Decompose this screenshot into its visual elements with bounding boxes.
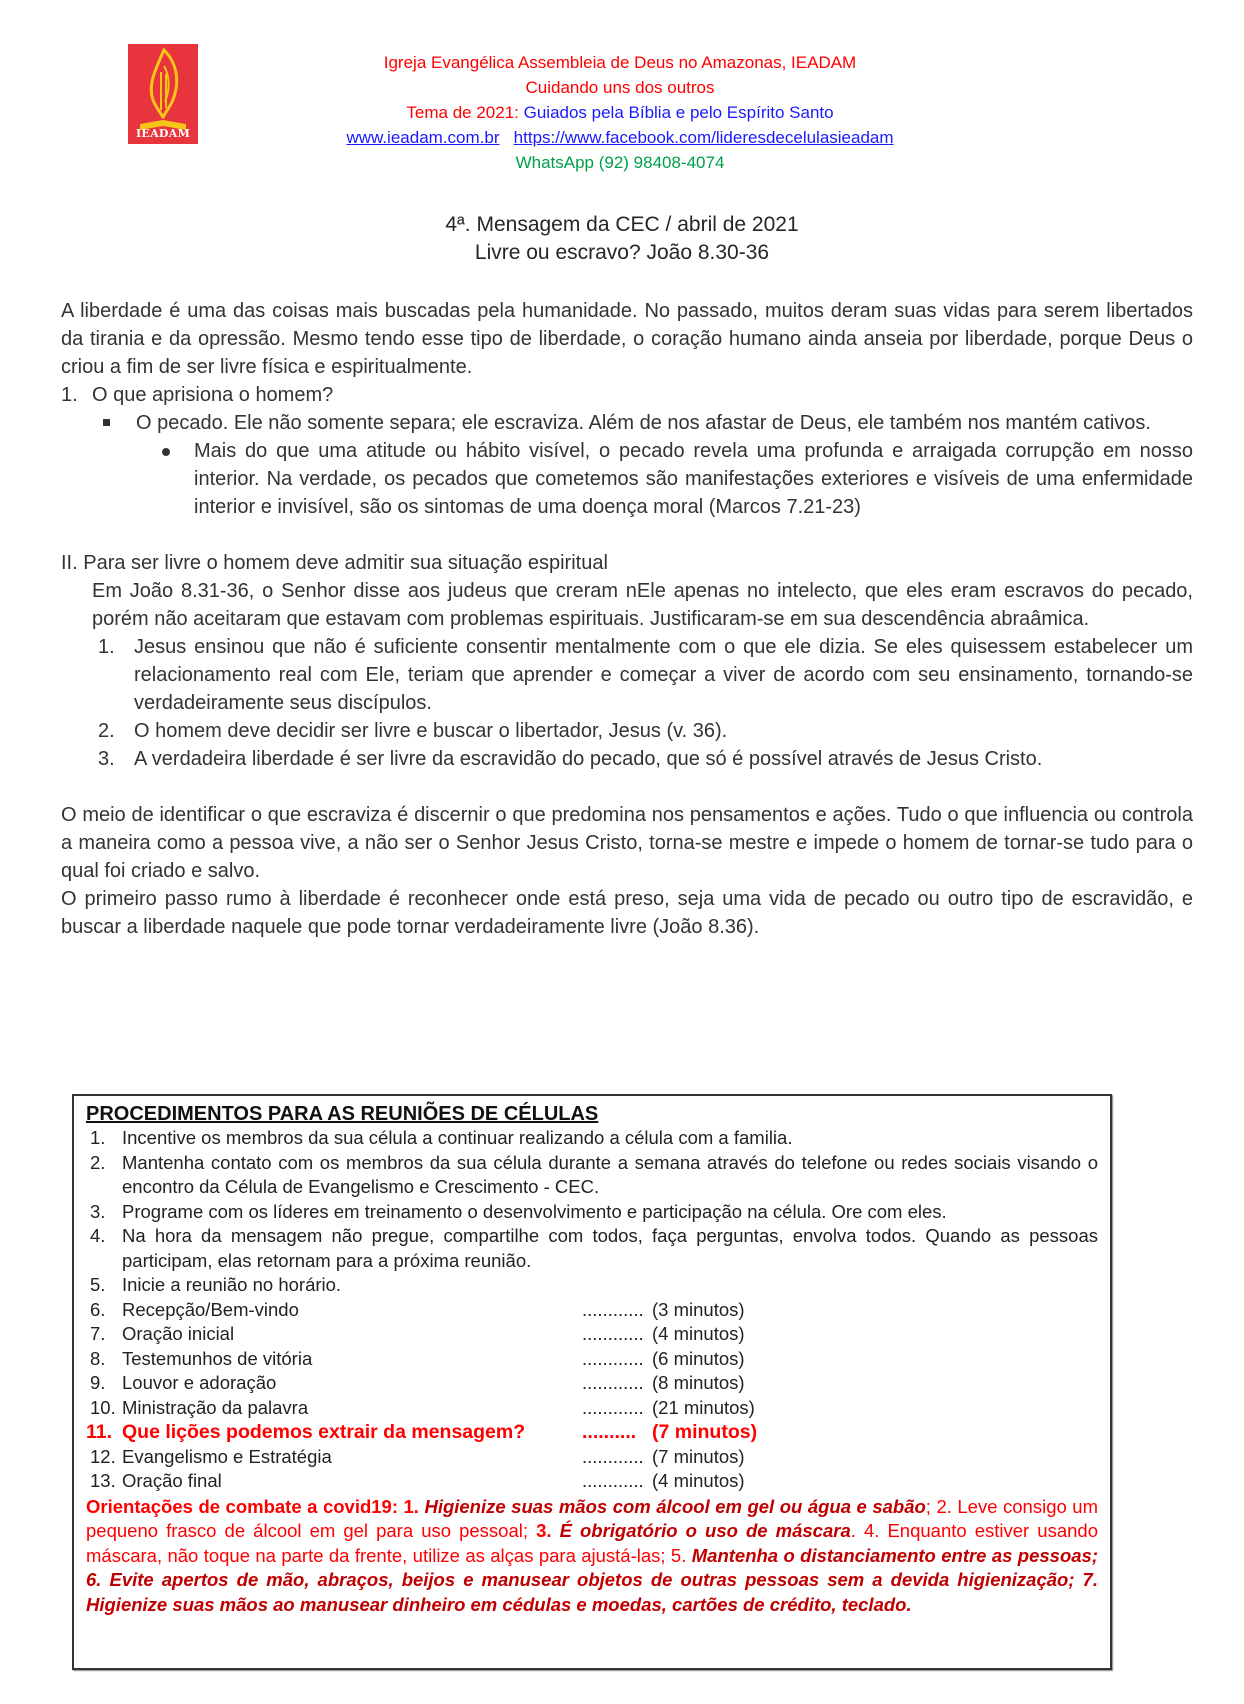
item-number: 8. [90, 1347, 106, 1369]
item-text: Incentive os membros da sua célula a continuar realizando a célula com a familia. [122, 1127, 793, 1148]
covid-text-3: . 4. Enquanto estiver usando máscara, não toque na parte da frente, utilize as alças para ajustá-las; 5. [86, 1520, 1098, 1566]
item-number: 5. [90, 1274, 106, 1295]
leader-dots: .......... [582, 1421, 637, 1443]
schedule-label: Que lições podemos extrair da mensagem? [122, 1421, 526, 1443]
procedure-item [86, 1200, 1098, 1225]
schedule-time: (4 minutos) [652, 1470, 745, 1491]
item-text: Mantenha contato com os membros da sua célula durante a semana através do telefone ou redes sociais visando o encontro da Célula de Evangelismo e Crescimento - CEC. [122, 1151, 1098, 1197]
item-number: 2. [98, 720, 115, 742]
schedule-label: Testemunhos de vitória [122, 1347, 313, 1369]
section-1-title: O que aprisiona o homem? [92, 384, 334, 406]
leader-dots: ............ [582, 1347, 644, 1369]
item-number: 4. [90, 1225, 106, 1246]
covid-number-3: 3. [536, 1520, 560, 1541]
procedure-item [86, 1224, 1098, 1273]
website-link[interactable]: www.ieadam.com.br [346, 128, 500, 147]
schedule-label: Evangelismo e Estratégia [122, 1445, 332, 1467]
church-header [260, 50, 980, 175]
leader-dots: ............ [582, 1470, 644, 1491]
church-motto: Cuidando uns dos outros [525, 78, 715, 97]
item-number: 1. [90, 1127, 106, 1148]
item-number: 7. [90, 1323, 106, 1344]
item-text: Inicie a reunião no horário. [122, 1274, 342, 1295]
section-1-heading [61, 381, 1193, 409]
logo-text: IEADAM [135, 127, 191, 140]
intro-paragraph: A liberdade é uma das coisas mais buscadas pela humanidade. No passado, muitos deram suas vidas para serem libertados da tirania e da opressão. Mesmo tendo esse tipo de liberdade, o coração humano ainda anseia por liberdade, porque Deus o criou a fim de ser livre física e espiritualmente. [61, 300, 1193, 378]
section-1-bullet [61, 409, 1193, 437]
leader-dots: ............ [582, 1298, 644, 1320]
theme-label: Tema de 2021: [406, 103, 524, 122]
schedule-item [86, 1322, 1098, 1347]
section-1-number: 1. [61, 384, 78, 406]
covid-text-1: ; 2. Leve consigo um pequeno frasco de álcool em gel para uso pessoal; [86, 1495, 1098, 1541]
item-text: Jesus ensinou que não é suficiente consentir mentalmente com o que ele dizia. Se eles quisessem estabelecer um relacionamento real com Ele, teriam que aprender e começar a viver de acordo com seu ensinamento, tornando-se verdadeiramente seus discípulos. [134, 636, 1193, 714]
section-2-item [61, 745, 1193, 773]
section-2-item [61, 633, 1193, 717]
message-body [61, 297, 1193, 941]
section-2-heading: II. Para ser livre o homem deve admitir sua situação espiritual [61, 552, 608, 574]
theme-line [260, 100, 980, 125]
item-number: 3. [90, 1200, 106, 1222]
item-number: 1. [98, 636, 115, 658]
leader-dots: ............ [582, 1372, 644, 1393]
procedures-box [72, 1094, 1112, 1670]
item-number: 10. [90, 1396, 116, 1418]
covid-lead: Orientações de combate a covid19: 1. [86, 1495, 425, 1517]
procedure-item [86, 1151, 1098, 1200]
schedule-time: (8 minutos) [652, 1372, 745, 1393]
links-line [260, 125, 980, 150]
procedures-title: PROCEDIMENTOS PARA AS REUNIÕES DE CÉLULAS [86, 1103, 599, 1125]
item-number: 2. [90, 1151, 106, 1173]
conclusion-paragraph-2: O primeiro passo rumo à liberdade é reconhecer onde está preso, seja uma vida de pecado ou outro tipo de escravidão, e buscar a liberdade naquele que pode tornar verdadeiramente livre (João 8.36). [61, 888, 1193, 938]
covid-emphasis-3: É obrigatório o uso de máscara [559, 1520, 851, 1541]
schedule-time: (7 minutos) [652, 1421, 758, 1443]
schedule-label: Oração final [122, 1470, 222, 1491]
square-bullet-icon [103, 419, 110, 426]
schedule-label: Louvor e adoração [122, 1372, 277, 1393]
item-number: 13. [90, 1470, 116, 1491]
schedule-time: (4 minutos) [652, 1323, 745, 1344]
ieadam-logo [128, 44, 198, 144]
item-text: Na hora da mensagem não pregue, compartilhe com todos, faça perguntas, envolva todos. Quando as pessoas participam, elas retornam para a próxima reunião. [122, 1225, 1098, 1271]
schedule-time: (7 minutos) [652, 1445, 745, 1467]
item-number: 9. [90, 1372, 106, 1393]
bullet-text: O pecado. Ele não somente separa; ele escraviza. Além de nos afastar de Deus, ele também nos mantém cativos. [136, 412, 1151, 434]
item-text: Programe com os líderes em treinamento o desenvolvimento e participação na célula. Ore com eles. [122, 1200, 947, 1222]
schedule-item [86, 1371, 1098, 1396]
covid-emphasis-5: Mantenha o distanciamento entre as pessoas; 6. Evite apertos de mão, abraços, beijos e manusear objetos de outras pessoas sem a devida higienização; 7. Higienize suas mãos ao manusear dinheiro em cédulas e moedas, cartões de crédito, teclado. [86, 1544, 1099, 1615]
item-number: 12. [90, 1445, 116, 1467]
schedule-time: (21 minutos) [652, 1396, 755, 1418]
item-number: 6. [90, 1298, 106, 1320]
section-1-subbullet [61, 437, 1193, 521]
schedule-time: (3 minutos) [652, 1298, 745, 1320]
title-line-1: 4ª. Mensagem da CEC / abril de 2021 [445, 213, 799, 236]
procedure-item [86, 1273, 1098, 1298]
message-title [0, 211, 1244, 267]
covid-guidelines [86, 1495, 1098, 1618]
round-bullet-icon [162, 448, 170, 456]
item-text: O homem deve decidir ser livre e buscar o libertador, Jesus (v. 36). [134, 720, 728, 742]
schedule-label: Recepção/Bem-vindo [122, 1298, 299, 1320]
leader-dots: ............ [582, 1323, 644, 1344]
item-number: 11. [86, 1421, 113, 1443]
title-line-2: Livre ou escravo? João 8.30-36 [474, 241, 770, 264]
conclusion-paragraph-1: O meio de identificar o que escraviza é discernir o que predomina nos pensamentos e ações. Tudo o que influencia ou controla a maneira como a pessoa vive, a não ser o Senhor Jesus Cristo, torna-se mestre e impede o homem de tornar-se tudo para o qual foi criado e salvo. [61, 804, 1193, 882]
subbullet-text: Mais do que uma atitude ou hábito visível, o pecado revela uma profunda e arraigada corrupção em nosso interior. Na verdade, os pecados que cometemos são manifestações exteriores e visíveis de uma enfermidade interior e invisível, são os sintomas de uma doença moral (Marcos 7.21-23) [194, 440, 1193, 518]
theme-value: Guiados pela Bíblia e pelo Espírito Santo [523, 103, 834, 122]
section-2-body: Em João 8.31-36, o Senhor disse aos judeus que creram nEle apenas no intelecto, que eles eram escravos do pecado, porém não aceitaram que estavam com problemas espirituais. Justificaram-se em sua descendência abraâmica. [92, 580, 1193, 630]
item-number: 3. [98, 748, 115, 770]
schedule-time: (6 minutos) [652, 1347, 745, 1369]
facebook-link[interactable]: https://www.facebook.com/lideresdecelulasieadam [513, 128, 894, 147]
section-2-item [61, 717, 1193, 745]
schedule-item-highlighted [86, 1420, 1098, 1445]
schedule-label: Ministração da palavra [122, 1396, 309, 1418]
schedule-item [86, 1347, 1098, 1372]
church-name: Igreja Evangélica Assembleia de Deus no Amazonas, IEADAM [383, 53, 857, 72]
item-text: A verdadeira liberdade é ser livre da escravidão do pecado, que só é possível através de Jesus Cristo. [134, 748, 1043, 770]
schedule-item [86, 1298, 1098, 1323]
schedule-item [86, 1396, 1098, 1421]
leader-dots: ............ [582, 1396, 644, 1418]
leader-dots: ............ [582, 1445, 644, 1467]
schedule-item [86, 1445, 1098, 1470]
whatsapp-contact: WhatsApp (92) 98408-4074 [515, 153, 725, 172]
schedule-item [86, 1469, 1098, 1494]
procedure-item [86, 1126, 1098, 1151]
covid-emphasis-1: Higienize suas mãos com álcool em gel ou água e sabão [424, 1495, 926, 1517]
schedule-label: Oração inicial [122, 1323, 235, 1344]
